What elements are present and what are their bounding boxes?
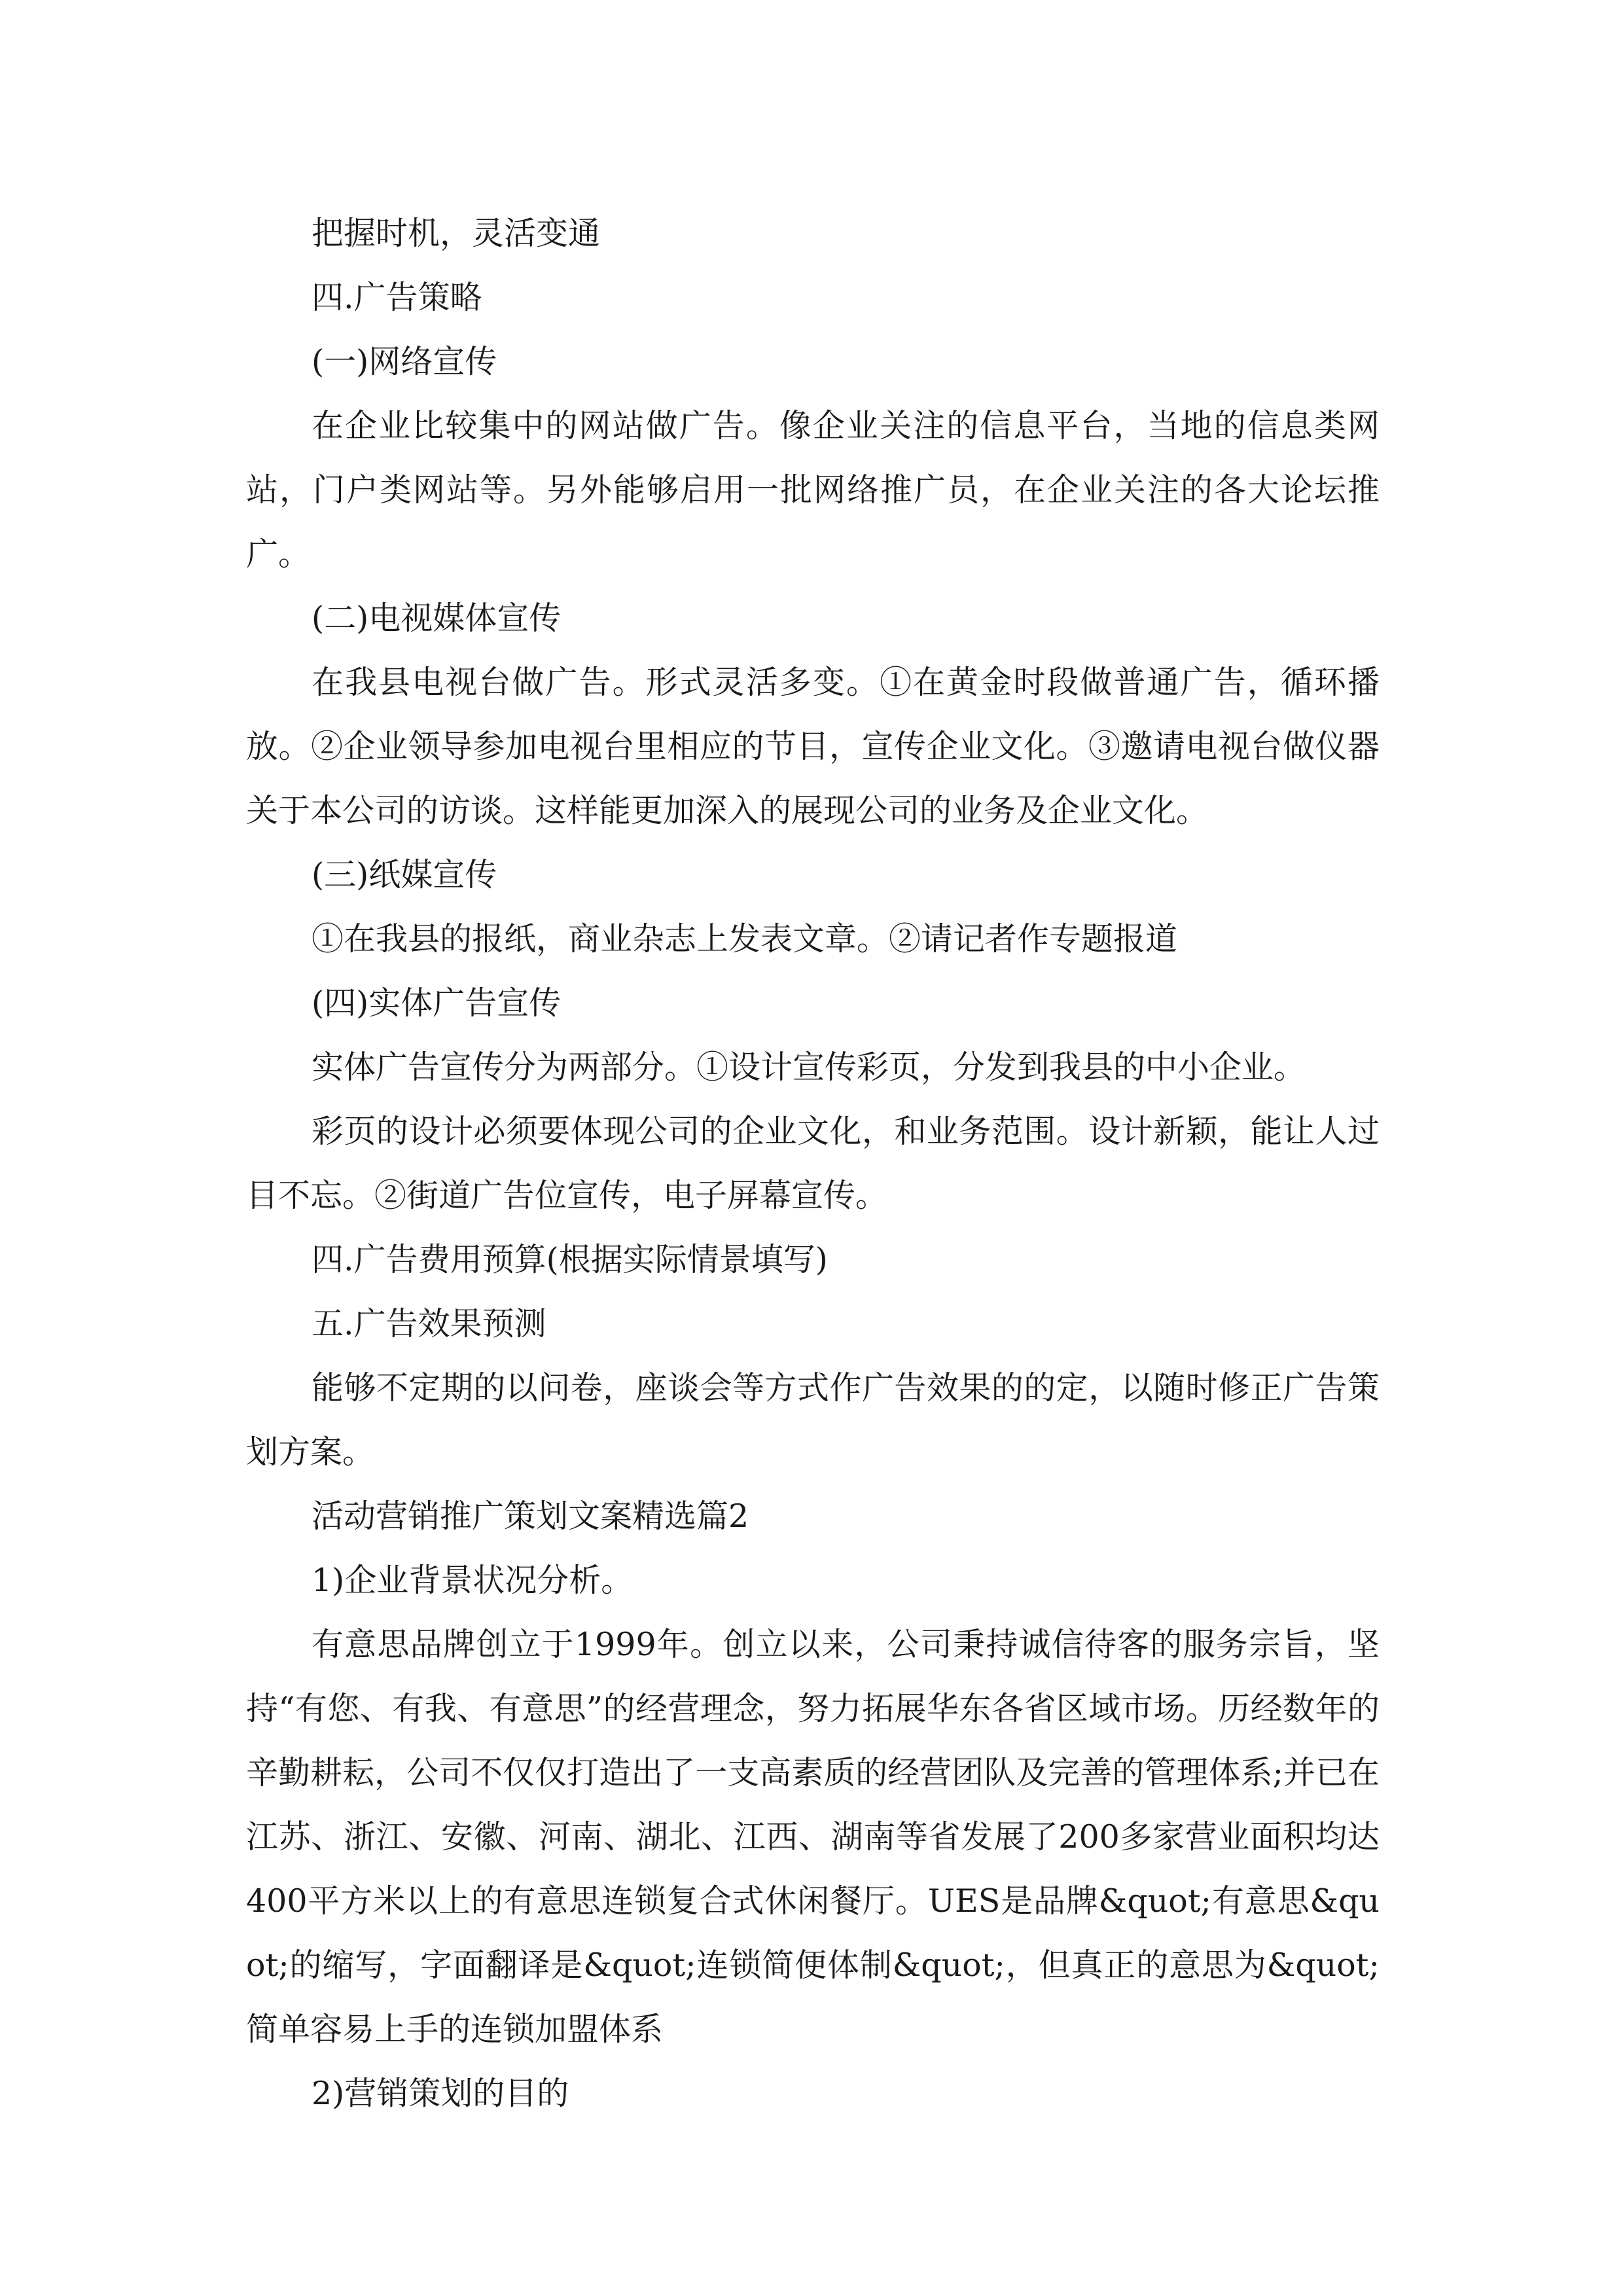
subsection-heading: 1)企业背景状况分析。 xyxy=(312,1562,633,1599)
subsection-heading: 2)营销策划的目的 xyxy=(312,2075,569,2112)
section-heading: 四.广告策略 xyxy=(312,279,482,316)
paragraph: 能够不定期的以问卷，座谈会等方式作广告效果的的定，以随时修正广告策划方案。 xyxy=(246,1369,1380,1471)
subsection-heading: (四)实体广告宣传 xyxy=(312,984,562,1022)
paragraph: 在企业比较集中的网站做广告。像企业关注的信息平台，当地的信息类网站，门户类网站等。另外能够启用一批网络推广员，在企业关注的各大论坛推广。 xyxy=(246,407,1380,573)
section-heading: 五.广告效果预测 xyxy=(312,1305,546,1342)
section-heading: 四.广告费用预算(根据实际情景填写) xyxy=(312,1241,828,1278)
document-body xyxy=(246,202,1380,2126)
paragraph: 有意思品牌创立于1999年。创立以来，公司秉持诚信待客的服务宗旨，坚持“有您、有我、有意思”的经营理念，努力拓展华东各省区域市场。历经数年的辛勤耕耘，公司不仅仅打造出了一支高素质的经营团队及完善的管理体系;并已在江苏、浙江、安徽、河南、湖北、江西、湖南等省发展了200多家营业面积均达400平方米以上的有意思连锁复合式休闲餐厅。UES是品牌&quot;有意思&quot;的缩写，字面翻译是&quot;连锁简便体制&quot;，但真正的意思为&quot;简单容易上手的连锁加盟体系 xyxy=(246,1626,1380,2048)
subsection-heading: (一)网络宣传 xyxy=(312,343,497,380)
paragraph: 在我县电视台做广告。形式灵活多变。①在黄金时段做普通广告，循环播放。②企业领导参加电视台里相应的节目，宣传企业文化。③邀请电视台做仪器关于本公司的访谈。这样能更加深入的展现公司的业务及企业文化。 xyxy=(246,664,1380,829)
subsection-heading: (二)电视媒体宣传 xyxy=(312,600,562,637)
paragraph: 实体广告宣传分为两部分。①设计宣传彩页，分发到我县的中小企业。 xyxy=(312,1049,1306,1086)
paragraph: 彩页的设计必须要体现公司的企业文化，和业务范围。设计新颖，能让人过目不忘。②街道广告位宣传，电子屏幕宣传。 xyxy=(246,1113,1380,1214)
paragraph: ①在我县的报纸，商业杂志上发表文章。②请记者作专题报道 xyxy=(312,920,1178,958)
paragraph: 把握时机，灵活变通 xyxy=(312,215,601,252)
article-title: 活动营销推广策划文案精选篇2 xyxy=(312,1498,749,1535)
subsection-heading: (三)纸媒宣传 xyxy=(312,856,497,893)
